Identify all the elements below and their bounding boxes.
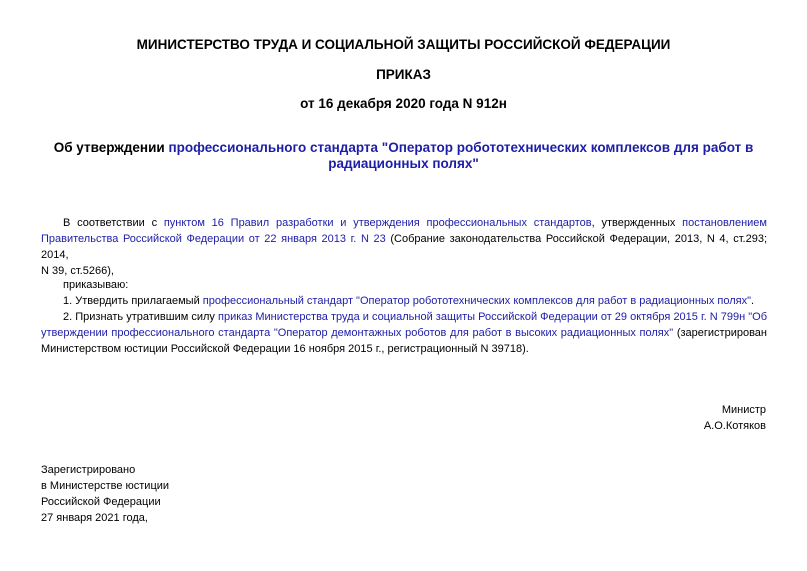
title-standard-link-2[interactable]: радиационных полях" bbox=[328, 156, 479, 171]
ministry-heading: МИНИСТЕРСТВО ТРУДА И СОЦИАЛЬНОЙ ЗАЩИТЫ РОССИЙСКОЙ ФЕДЕРАЦИИ bbox=[136, 37, 671, 52]
professional-standard-link[interactable]: профессиональный стандарт "Оператор робототехнических комплексов для работ в радиационных полях" bbox=[202, 295, 751, 307]
order-word bbox=[41, 277, 767, 293]
order-word-text: приказываю: bbox=[63, 279, 129, 291]
document-date-number: от 16 декабря 2020 года N 912н bbox=[300, 96, 507, 111]
item1-text-1: 1. Утвердить прилагаемый bbox=[63, 295, 203, 307]
resolution-link-1[interactable]: постановлением bbox=[682, 217, 767, 229]
registration-block bbox=[41, 462, 169, 526]
signatory-position: Министр bbox=[721, 404, 766, 416]
registration-line-4: 27 января 2021 года, bbox=[41, 512, 148, 524]
order-item-2 bbox=[41, 309, 767, 357]
title-prefix: Об утверждении bbox=[53, 140, 169, 155]
resolution-link-2[interactable]: Правительства Российской Федерации от 22 января 2013 г. N 23 bbox=[41, 233, 386, 245]
revoked-order-link-1[interactable]: приказ Министерства труда и социальной защиты Российской Федерации от 29 октября 2015 г. N 799н "Об bbox=[218, 311, 768, 323]
registration-line-1: Зарегистрировано bbox=[41, 464, 136, 476]
order-item-1 bbox=[41, 293, 767, 309]
document-title bbox=[40, 140, 767, 172]
signature-block bbox=[704, 402, 766, 434]
preamble-text-3: (Собрание законодательства Российской Федерации, 2013, N 4, ст.293; 2014, bbox=[41, 233, 768, 261]
preamble-text-2: , утвержденных bbox=[591, 217, 676, 229]
registration-line-2: в Министерстве юстиции bbox=[41, 480, 170, 492]
item2-text-1: 2. Признать утратившим силу bbox=[63, 311, 218, 323]
preamble-text-1: В соответствии с bbox=[63, 217, 158, 229]
item2-text-2: (зарегистрирован bbox=[673, 327, 767, 339]
signatory-name: А.О.Котяков bbox=[703, 420, 766, 432]
registration-line-3: Российской Федерации bbox=[41, 496, 161, 508]
item1-text-2: . bbox=[751, 295, 755, 307]
item2-text-3: Министерством юстиции Российской Федерации 16 ноября 2015 г., регистрационный N 39718). bbox=[41, 343, 529, 355]
rules-point-16-link[interactable]: пунктом 16 Правил разработки и утверждения профессиональных стандартов bbox=[163, 217, 592, 229]
revoked-order-link-2[interactable]: утверждении профессионального стандарта "Оператор демонтажных роботов для работ в высоких радиационных полях" bbox=[41, 327, 674, 339]
preamble-paragraph bbox=[41, 215, 767, 279]
preamble-text-4: N 39, ст.5266), bbox=[41, 265, 114, 277]
title-standard-link-1[interactable]: профессионального стандарта "Оператор робототехнических комплексов для работ в bbox=[168, 140, 754, 155]
document-type: ПРИКАЗ bbox=[376, 67, 431, 82]
